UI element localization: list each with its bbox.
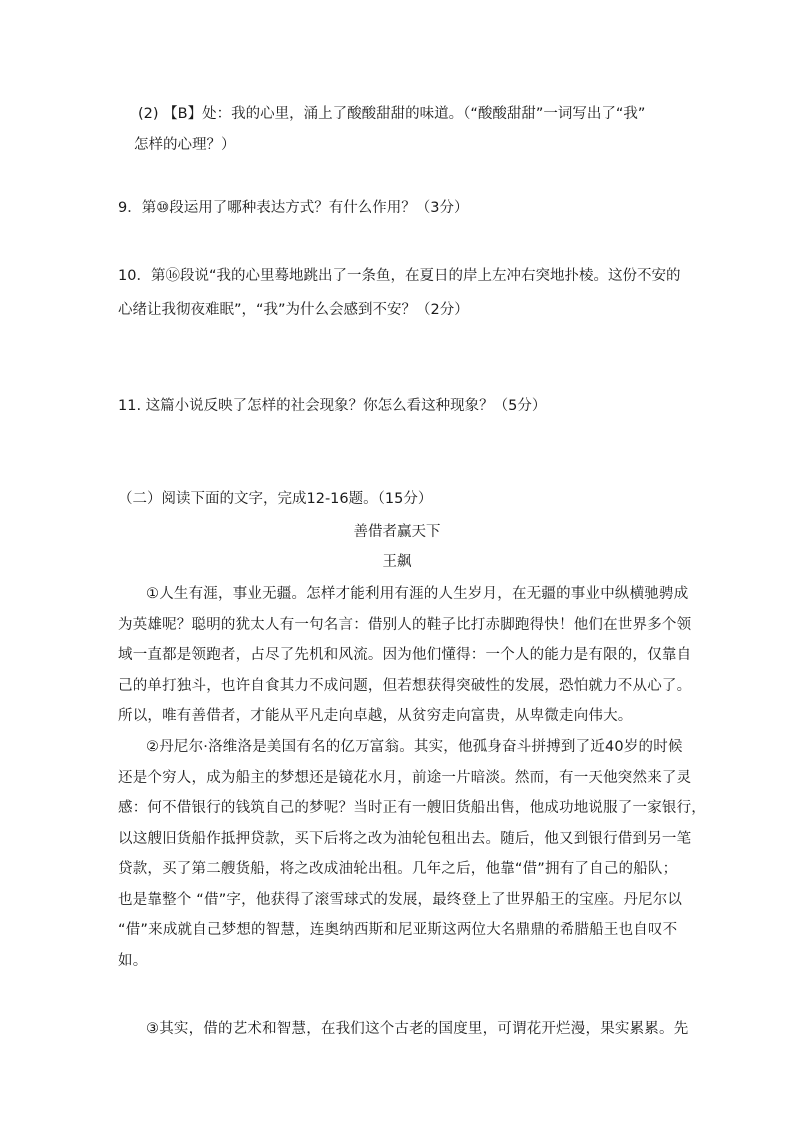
- paragraph-line: 所以，唯有善借者，才能从平凡走向卓越，从贫穷走向富贵，从卑微走向伟大。: [118, 708, 633, 724]
- article-author: 王飙: [382, 554, 412, 570]
- paragraph-line: 为英雄呢？聪明的犹太人有一句名言：借别人的鞋子比打赤脚跑得快！他们在世界多个领: [118, 616, 692, 633]
- paragraph-line: ③其实，借的艺术和智慧，在我们这个古老的国度里，可谓花开烂漫，果实累累。先: [146, 1021, 689, 1037]
- paragraph-line: 以这艘旧货船作抵押贷款，买下后将之改为油轮包租出去。随后，他又到银行借到另一笔: [118, 830, 692, 847]
- article-title: 善借者赢天下: [353, 524, 441, 540]
- question-10-line1: 10．第⑯段说“我的心里蓦地跳出了一条鱼，在夏日的岸上左冲右突地扑棱。这份不安的: [118, 268, 681, 284]
- paragraph-line: 还是个穷人，成为船主的梦想还是镜花水月，前途一片暗淡。然而，有一天他突然来了灵: [118, 769, 692, 786]
- question-8-2-line1: (2) 【B】处：我的心里，涌上了酸酸甜甜的味道。（“酸酸甜甜”一词写出了“我”: [138, 106, 646, 122]
- paragraph-line: ②丹尼尔·洛维洛是美国有名的亿万富翁。其实，他孤身奋斗拼搏到了近40岁的时候: [146, 739, 683, 755]
- paragraph-line: 贷款，买了第二艘货船，将之改成油轮出租。几年之后，他靠“借”拥有了自己的船队；: [118, 861, 678, 877]
- question-8-2-line2: 怎样的心理？）: [134, 137, 236, 153]
- question-9: 9．第⑩段运用了哪种表达方式？有什么作用？（3分）: [118, 200, 469, 216]
- section-2-heading: （二）阅读下面的文字，完成12-16题。（15分）: [118, 491, 433, 507]
- paragraph-line: 己的单打独斗，也许自食其力不成问题，但若想获得突破性的发展，恐怕就力不从心了。: [118, 677, 692, 694]
- paragraph-1: [118, 579, 692, 732]
- paragraph-line: ①人生有涯，事业无疆。怎样才能利用有涯的人生岁月，在无疆的事业中纵横驰骋成: [146, 586, 689, 602]
- paragraph-2: [118, 732, 706, 976]
- paragraph-line: “借”来成就自己梦想的智慧，连奥纳西斯和尼亚斯这两位大名鼎鼎的希腊船王也自叹不: [118, 922, 678, 938]
- paragraph-line: 也是靠整个 “借”字，他获得了滚雪球式的发展，最终登上了世界船王的宝座。丹尼尔以: [118, 891, 683, 908]
- paragraph-line: 如。: [118, 952, 148, 969]
- paragraph-line: 感：何不借银行的钱筑自己的梦呢？当时正有一艘旧货船出售，他成功地说服了一家银行，: [118, 800, 706, 816]
- question-10-line2: 心绪让我彻夜难眠”，“我”为什么会感到不安？（2分）: [118, 302, 469, 318]
- question-11: 11. 这篇小说反映了怎样的社会现象？你怎么看这种现象？（5分）: [118, 398, 547, 414]
- paragraph-3: [118, 1014, 689, 1045]
- paragraph-line: 域一直都是领跑者，占尽了先机和风流。因为他们懂得：一个人的能力是有限的，仅靠自: [118, 647, 692, 663]
